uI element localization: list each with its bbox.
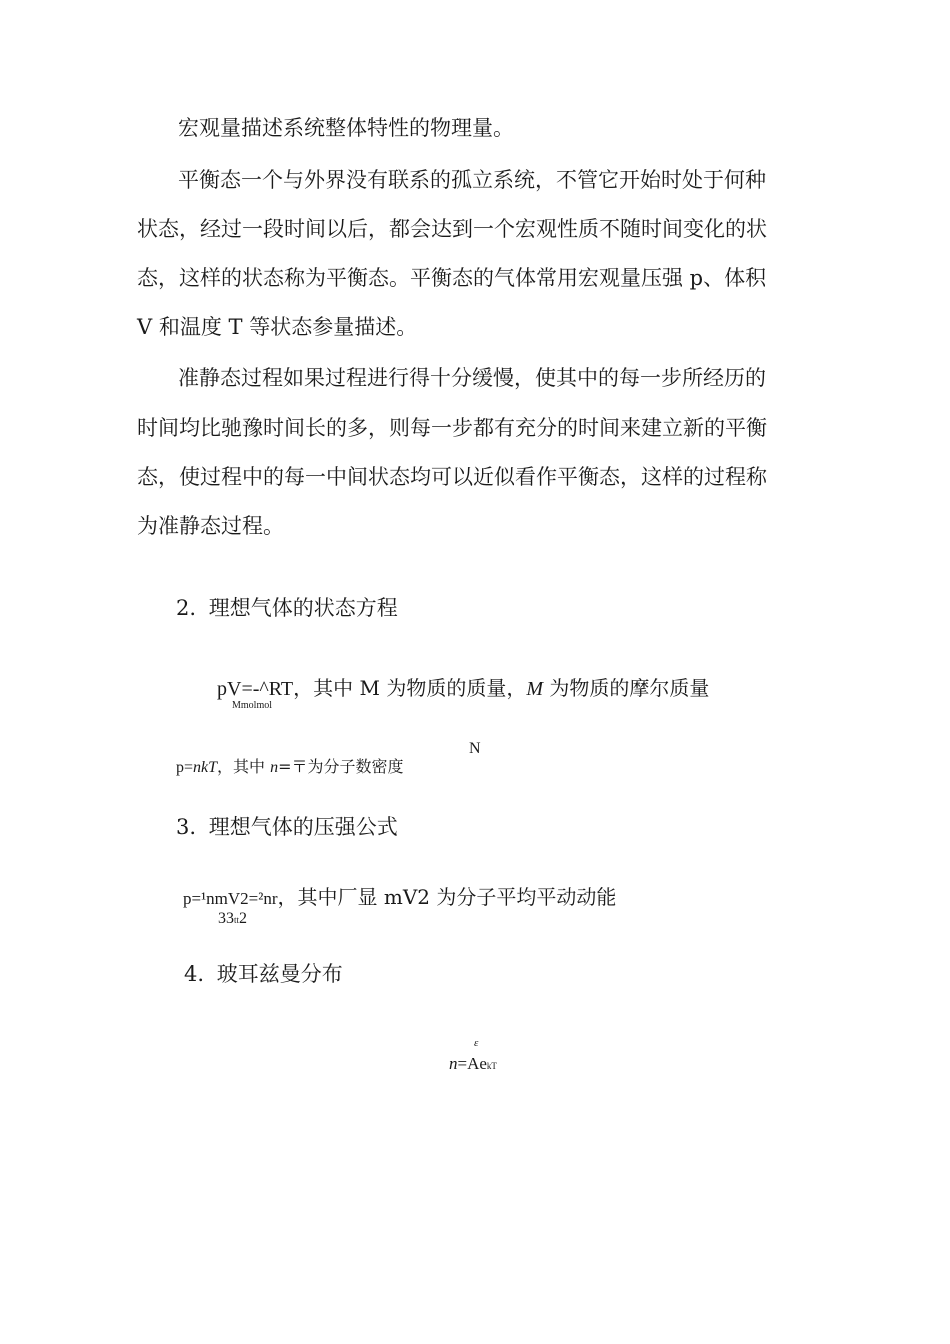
section-number: 3. xyxy=(176,815,197,839)
boltzmann-epsilon-superscript: ε xyxy=(474,1037,479,1049)
equation-number-density: p=nkT，其中 n=〒为分子数密度 xyxy=(176,757,404,776)
formula-pv-rt: pV=-^RT xyxy=(217,678,294,700)
boltzmann-kt-subscript: kT xyxy=(486,1061,497,1071)
equation-ideal-gas-law xyxy=(217,678,709,699)
section-title: 理想气体的压强公式 xyxy=(208,815,398,839)
section-heading-boltzmann xyxy=(184,962,343,986)
paragraph-quasistatic-line-1: 准静态过程如果过程进行得十分缓慢，使其中的每一步所经历的 xyxy=(178,366,766,390)
paragraph-equilibrium-line-1: 平衡态一个与外界没有联系的孤立系统，不管它开始时处于何种 xyxy=(178,168,766,192)
equation-text-molar-mass: 为物质的摩尔质量 xyxy=(543,676,710,700)
section-number: 2. xyxy=(176,596,197,620)
equation-subscript-mmol: Mmolmol xyxy=(232,700,273,711)
equation-text-mass: ，其中 M 为物质的质量， xyxy=(293,676,527,700)
equation-text-density: =〒为分子数密度 xyxy=(278,757,404,776)
formula-pressure: p=¹nmV2=²nr xyxy=(183,889,278,908)
paragraph-quasistatic-line-3: 态，使过程中的每一中间状态均可以近似看作平衡态，这样的过程称 xyxy=(137,465,767,489)
equation-pressure-denominators: 33tt2 xyxy=(218,910,248,927)
paragraph-quasistatic-line-4: 为准静态过程。 xyxy=(137,514,284,538)
equation-boltzmann: n=AekT xyxy=(449,1054,497,1073)
section-title: 玻耳兹曼分布 xyxy=(216,962,343,986)
paragraph-equilibrium-line-4: V 和温度 T 等状态参量描述。 xyxy=(137,315,418,339)
molar-mass-symbol: M xyxy=(526,678,543,700)
section-number: 4. xyxy=(184,962,205,986)
formula-nkt: nkT xyxy=(193,759,218,776)
stray-symbol-n: N xyxy=(469,740,481,757)
section-heading-pressure-formula xyxy=(176,815,398,839)
paragraph-quasistatic-line-2: 时间均比驰豫时间长的多，则每一步都有充分的时间来建立新的平衡 xyxy=(137,416,767,440)
paragraph-macroscopic: 宏观量描述系统整体特性的物理量。 xyxy=(178,116,514,140)
paragraph-equilibrium-line-3: 态，这样的状态称为平衡态。平衡态的气体常用宏观量压强 p、体积 xyxy=(137,266,767,290)
section-title: 理想气体的状态方程 xyxy=(208,596,398,620)
paragraph-equilibrium-line-2: 状态，经过一段时间以后，都会达到一个宏观性质不随时间变化的状 xyxy=(137,217,767,241)
section-heading-ideal-gas-state xyxy=(176,596,398,620)
equation-pressure xyxy=(183,887,616,907)
equation-text-kinetic-energy: ，其中厂显 mV2 为分子平均平动动能 xyxy=(277,885,617,909)
